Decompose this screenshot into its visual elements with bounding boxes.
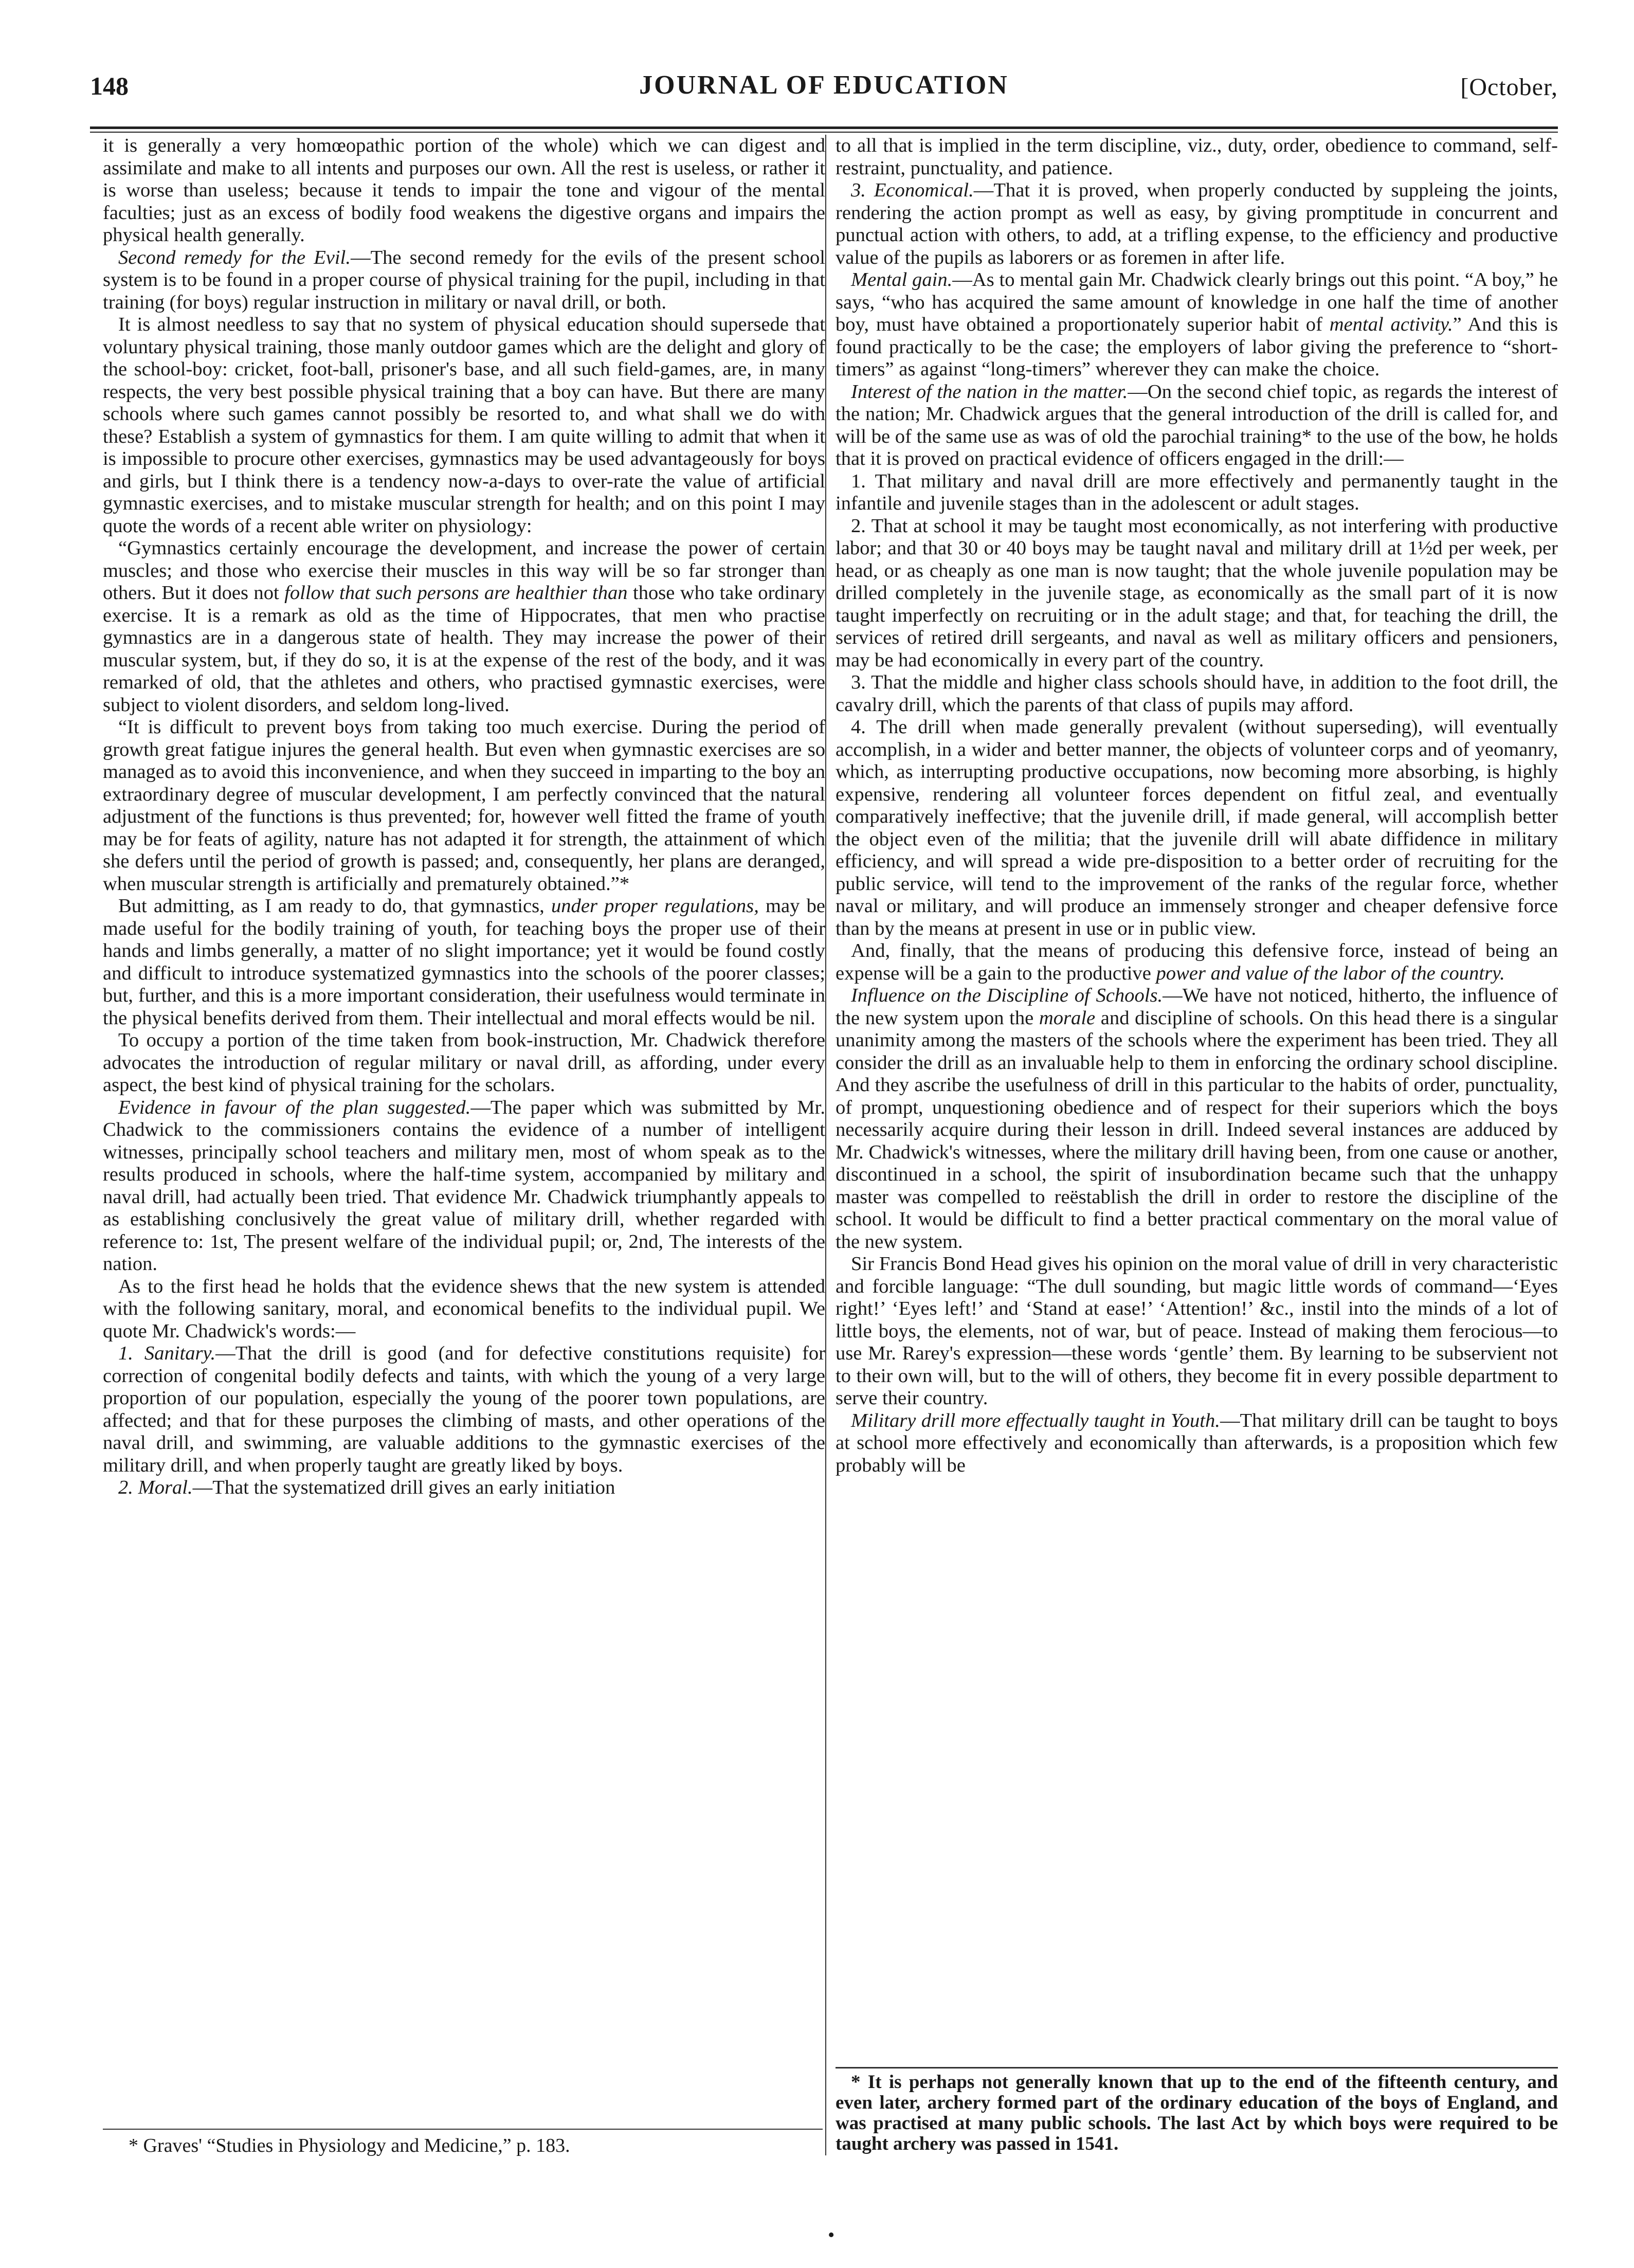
paragraph-text: “It is difficult to prevent boys from taking too much exercise. During the period of growth great fatigue injures the general health. But even when gymnastic exercises are so managed as to avoid this inconvenience, and when they succeed in imparting to the boy an extraordinary degree of muscular development, I am perfectly convinced that the natural adjustment of the functions is thus prevented; for, however well fitted the frame of youth may be for feats of agility, nature has not adapted it for strength, the attainment of which she defers until the period of growth is passed; and, consequently, her plans are deranged, when muscular strength is artificially and prematurely obtained.”*: [103, 716, 825, 895]
subheading: 2. Moral.: [118, 1477, 193, 1498]
paragraph-text: —On the second chief topic, as regards the interest of the nation; Mr. Chadwick argues that the general introduction of the drill is called for, and will be of the same use as was of old the parochial training* to the use of the bow, he holds that it is proved on practical evidence of officers engaged in the drill:—: [836, 380, 1558, 469]
paragraph-text: may be made useful for the bodily training of youth, for teaching boys the proper use of their hands and limbs generally, a matter of no slight importance; yet it would be found costly and difficult to introduce systematized gymnastics into the schools of the poorer classes; but, further, and this is a more important consideration, their usefulness would terminate in the physical benefits derived from them. Their intellectual and moral effects would be nil.: [103, 895, 825, 1029]
paragraph-text: it is generally a very homœopathic portion of the whole) which we can digest and assimilate and make to all intents and purposes our own. All the rest is useless, or rather it is worse than useless; because it tends to impair the tone and vigour of the mental faculties; just as an excess of bodily food weakens the digestive organs and impairs the physical health generally.: [103, 135, 825, 246]
right-column: [836, 135, 1558, 1477]
paragraph: [836, 135, 1558, 179]
paragraph: [103, 135, 825, 247]
paragraph: [103, 1029, 825, 1097]
footnote-left: * Graves' “Studies in Physiology and Medicine,” p. 183.: [129, 2135, 570, 2156]
list-item: [103, 1342, 825, 1477]
paragraph-text: As to the first head he holds that the evidence shews that the new system is attended with the following sanitary, moral, and economical benefits to the individual pupil. We quote Mr. Chadwick's words:—: [103, 1275, 825, 1342]
paragraph-text: —The second remedy for the evils of the present school system is to be found in a proper course of physical training for the pupil, including in that training (for boys) regular instruction in military or naval drill, or both.: [103, 246, 826, 313]
list-item: [836, 672, 1558, 716]
subheading: Interest of the nation in the matter.: [851, 380, 1128, 403]
column-divider: [825, 135, 826, 2155]
paragraph-text: But admitting, as I am ready to do, that gymnastics,: [118, 895, 551, 917]
paragraph: [103, 1276, 825, 1343]
footnote-rule: [836, 2067, 1558, 2069]
emphasis-text: morale: [1039, 1007, 1096, 1029]
paragraph-text: —We have not noticed, hitherto, the influence of the new system upon the: [836, 985, 1558, 1029]
paragraph: [836, 940, 1558, 985]
header-rule-thick: [90, 126, 1558, 129]
paragraph-text: 3. That the middle and higher class schools should have, in addition to the foot drill, the cavalry drill, which the parents of that class of pupils may afford.: [836, 672, 1558, 716]
paragraph: [836, 381, 1558, 470]
subheading: Second remedy for the Evil.: [118, 246, 351, 268]
list-item: [836, 179, 1558, 269]
subheading: Evidence in favour of the plan suggested.: [118, 1096, 471, 1118]
paragraph-text: and discipline of schools. On this head there is a singular unanimity among the masters of the schools where the experiment has been tried. They all consider the drill as an invaluable help to them in enforcing the ordinary school discipline. And they ascribe the usefulness of drill in this particular to the habits of order, punctuality, of prompt, unquestioning obedience and of respect for their superiors which the boys necessarily acquire during their lesson in drill. Indeed several instances are adduced by Mr. Chadwick's witnesses, where the military drill having been, from one cause or another, discontinued in a school, the spirit of insubordination became such that the unhappy master was compelled to reëstablish the drill in order to restore the discipline of the school. It would be difficult to find a better practical commentary on the moral value of the new system.: [836, 1007, 1558, 1253]
paragraph-text: ” And this is found practically to be the case; the employers of labor giving the preference to “short-timers” as against “long-timers” wherever they can make the choice.: [836, 314, 1558, 380]
left-column: [103, 135, 825, 1499]
quotation: [103, 716, 825, 895]
subheading: Mental gain.: [851, 269, 953, 291]
emphasis-text: power and value of the labor of the country.: [1156, 962, 1505, 984]
paragraph-text: It is almost needless to say that no system of physical education should supersede that voluntary physical training, those manly outdoor games which are the delight and glory of the school-boy: cricket, foot-ball, prisoner's base, and all such field-games, are, in many respects, the very best possible physical training that a boy can have. But there are many schools where such games cannot possibly be resorted to, and what shall we do with these? Establish a system of gymnastics for them. I am quite willing to admit that when it is impossible to procure other exercises, gymnastics may be used advantageously for boys and girls, but I think there is a tendency now-a-days to over-rate the value of artificial gymnastic exercises, and to mistake muscular strength for health; and on this point I may quote the words of a recent able writer on physiology:: [103, 314, 825, 537]
subheading: 3. Economical.: [851, 179, 974, 201]
paragraph-text: And, finally, that the means of producing this defensive force, instead of being an expense will be a gain to the productive: [836, 940, 1558, 984]
paragraph-text: Sir Francis Bond Head gives his opinion on the moral value of drill in very characteristic and forcible language: “The dull sounding, but magic little words of command—‘Eyes right!’ ‘Eyes left!’ and ‘Stand at ease!’ ‘Attention!’ &c., instil into the minds of a lot of little boys, the elements, not of war, but of peace. Instead of making them ferocious—to use Mr. Rarey's expression—these words ‘gentle’ them. By learning to be subservient not to their own will, but to the will of others, they become fit in every possible department to serve their country.: [836, 1253, 1558, 1409]
paragraph: [103, 247, 825, 314]
paragraph: [836, 1410, 1558, 1477]
quotation: [103, 537, 825, 716]
list-item: [836, 470, 1558, 515]
paragraph: [103, 895, 825, 1029]
subheading: Military drill more effectually taught in Youth.: [851, 1409, 1220, 1431]
emphasis-text: under proper regulations,: [551, 895, 759, 917]
footnote-right: * It is perhaps not generally known that up to the end of the fifteenth century, and even later, archery formed part of the ordinary education of the boys of England, and was practised at many public schools. The last Act by which boys were required to be taught archery was passed in 1541.: [836, 2072, 1558, 2154]
list-item: [836, 716, 1558, 940]
paragraph-text: —The paper which was submitted by Mr. Chadwick to the commissioners contains the evidence of a number of intelligent witnesses, principally school teachers and military men, most of whom speak as to the results produced in schools, where the half-time system, accompanied by military and naval drill, had actually been tried. That evidence Mr. Chadwick triumphantly appeals to as establishing conclusively the great value of military drill, whether regarded with reference to: 1st, The present welfare of the individual pupil; or, 2nd, The interests of the nation.: [103, 1096, 825, 1275]
paragraph-text: —That it is proved, when properly conducted by suppleing the joints, rendering the action prompt as well as easy, by giving promptitude in concurrent and punctual action with others, to add, at a trifling expense, to the efficiency and productive value of the pupils as laborers or as foremen in after life.: [836, 179, 1558, 268]
paragraph-text: —That the systematized drill gives an early initiation: [192, 1477, 615, 1498]
header-rule-thin: [90, 132, 1558, 133]
paragraph: [836, 985, 1558, 1253]
footnote-rule: [103, 2129, 823, 2130]
list-item: [103, 1477, 825, 1499]
paragraph-text: those who take ordinary exercise. It is a remark as old as the time of Hippocrates, that men who practise gymnastics are in a dangerous state of health. They may increase the power of their muscular system, but, if they do so, it is at the expense of the rest of the body, and it was remarked of old, that the athletes and others, who practised gymnastic exercises, were subject to violent disorders, and seldom long-lived.: [103, 582, 825, 716]
list-item: [836, 515, 1558, 672]
paragraph-text: —That military drill can be taught to boys at school more effectively and economically than afterwards, is a proposition which few probably will be: [836, 1409, 1558, 1476]
paragraph: [103, 1097, 825, 1276]
paragraph-text: “Gymnastics certainly encourage the development, and increase the power of certain muscles; and those who exercise their muscles in this way will be so far stronger than others. But it does not: [103, 537, 825, 604]
page-number: 148: [90, 71, 129, 100]
paragraph-text: To occupy a portion of the time taken from book-instruction, Mr. Chadwick therefore advocates the introduction of regular military or naval drill, as affording, under every aspect, the best kind of physical training for the scholars.: [103, 1029, 825, 1096]
journal-title: JOURNAL OF EDUCATION: [639, 70, 1009, 100]
paragraph-text: —That the drill is good (and for defective constitutions requisite) for correction of congenital bodily defects and taints, with which the young of a very large proportion of our population, especially the young of the poorer town populations, are affected; and that for these purposes the climbing of masts, and other operations of the naval drill, and swimming, are valuable additions to the gymnastic exercises of the military drill, and when properly taught are greatly liked by boys.: [103, 1342, 826, 1476]
paragraph-text: 1. That military and naval drill are more effectively and permanently taught in the infantile and juvenile stages than in the adolescent or adult stages.: [836, 470, 1558, 514]
paragraph-text: to all that is implied in the term discipline, viz., duty, order, obedience to command, self-restraint, punctuality, and patience.: [836, 135, 1558, 179]
paragraph-text: 4. The drill when made generally prevalent (without superseding), will eventually accomplish, in a wider and better manner, the objects of volunteer corps and of yeomanry, which, as interrupting productive occupations, now becoming more absorbing, is highly expensive, rendering all volunteer forces dependent on fitful zeal, and eventually comparatively ineffective; that the juvenile drill, if made general, will accomplish better the object even of the militia; that the juvenile drill will abate diffidence in military efficiency, and will spread a wide pre-disposition to a better order of recruiting for the public service, will tend to the improvement of the ranks of the regular force, whether naval or military, and will produce an immensely stronger and cheaper defensive force than by the means at present in use or in public view.: [836, 716, 1558, 939]
subheading: 1. Sanitary.: [118, 1342, 216, 1364]
paragraph: [836, 269, 1558, 381]
page-header: [90, 61, 1558, 117]
subheading: Influence on the Discipline of Schools.: [851, 985, 1163, 1006]
emphasis-text: mental activity.: [1329, 314, 1453, 335]
paragraph: [836, 1253, 1558, 1410]
emphasis-text: follow that such persons are healthier than: [284, 582, 628, 604]
printer-mark: •: [828, 2224, 835, 2246]
paragraph-text: —As to mental gain Mr. Chadwick clearly brings out this point. “A boy,” he says, “who has acquired the same amount of knowledge in one half the time of another boy, must have obtained a proportionately superior habit of: [836, 269, 1558, 335]
issue-month: [October,: [1460, 74, 1558, 101]
paragraph: [103, 314, 825, 537]
paragraph-text: 2. That at school it may be taught most economically, as not interfering with productive labor; and that 30 or 40 boys may be taught naval and military drill at 1½d per week, per head, or as cheaply as one man is now taught; that the whole juvenile population may be drilled completely in the juvenile stage, as economically as the small part of it is now taught imperfectly on recruiting or in the adult stage; and that, for teaching the drill, the services of retired drill sergeants, and naval as well as military officers and pensioners, may be had economically in every part of the country.: [836, 515, 1558, 671]
